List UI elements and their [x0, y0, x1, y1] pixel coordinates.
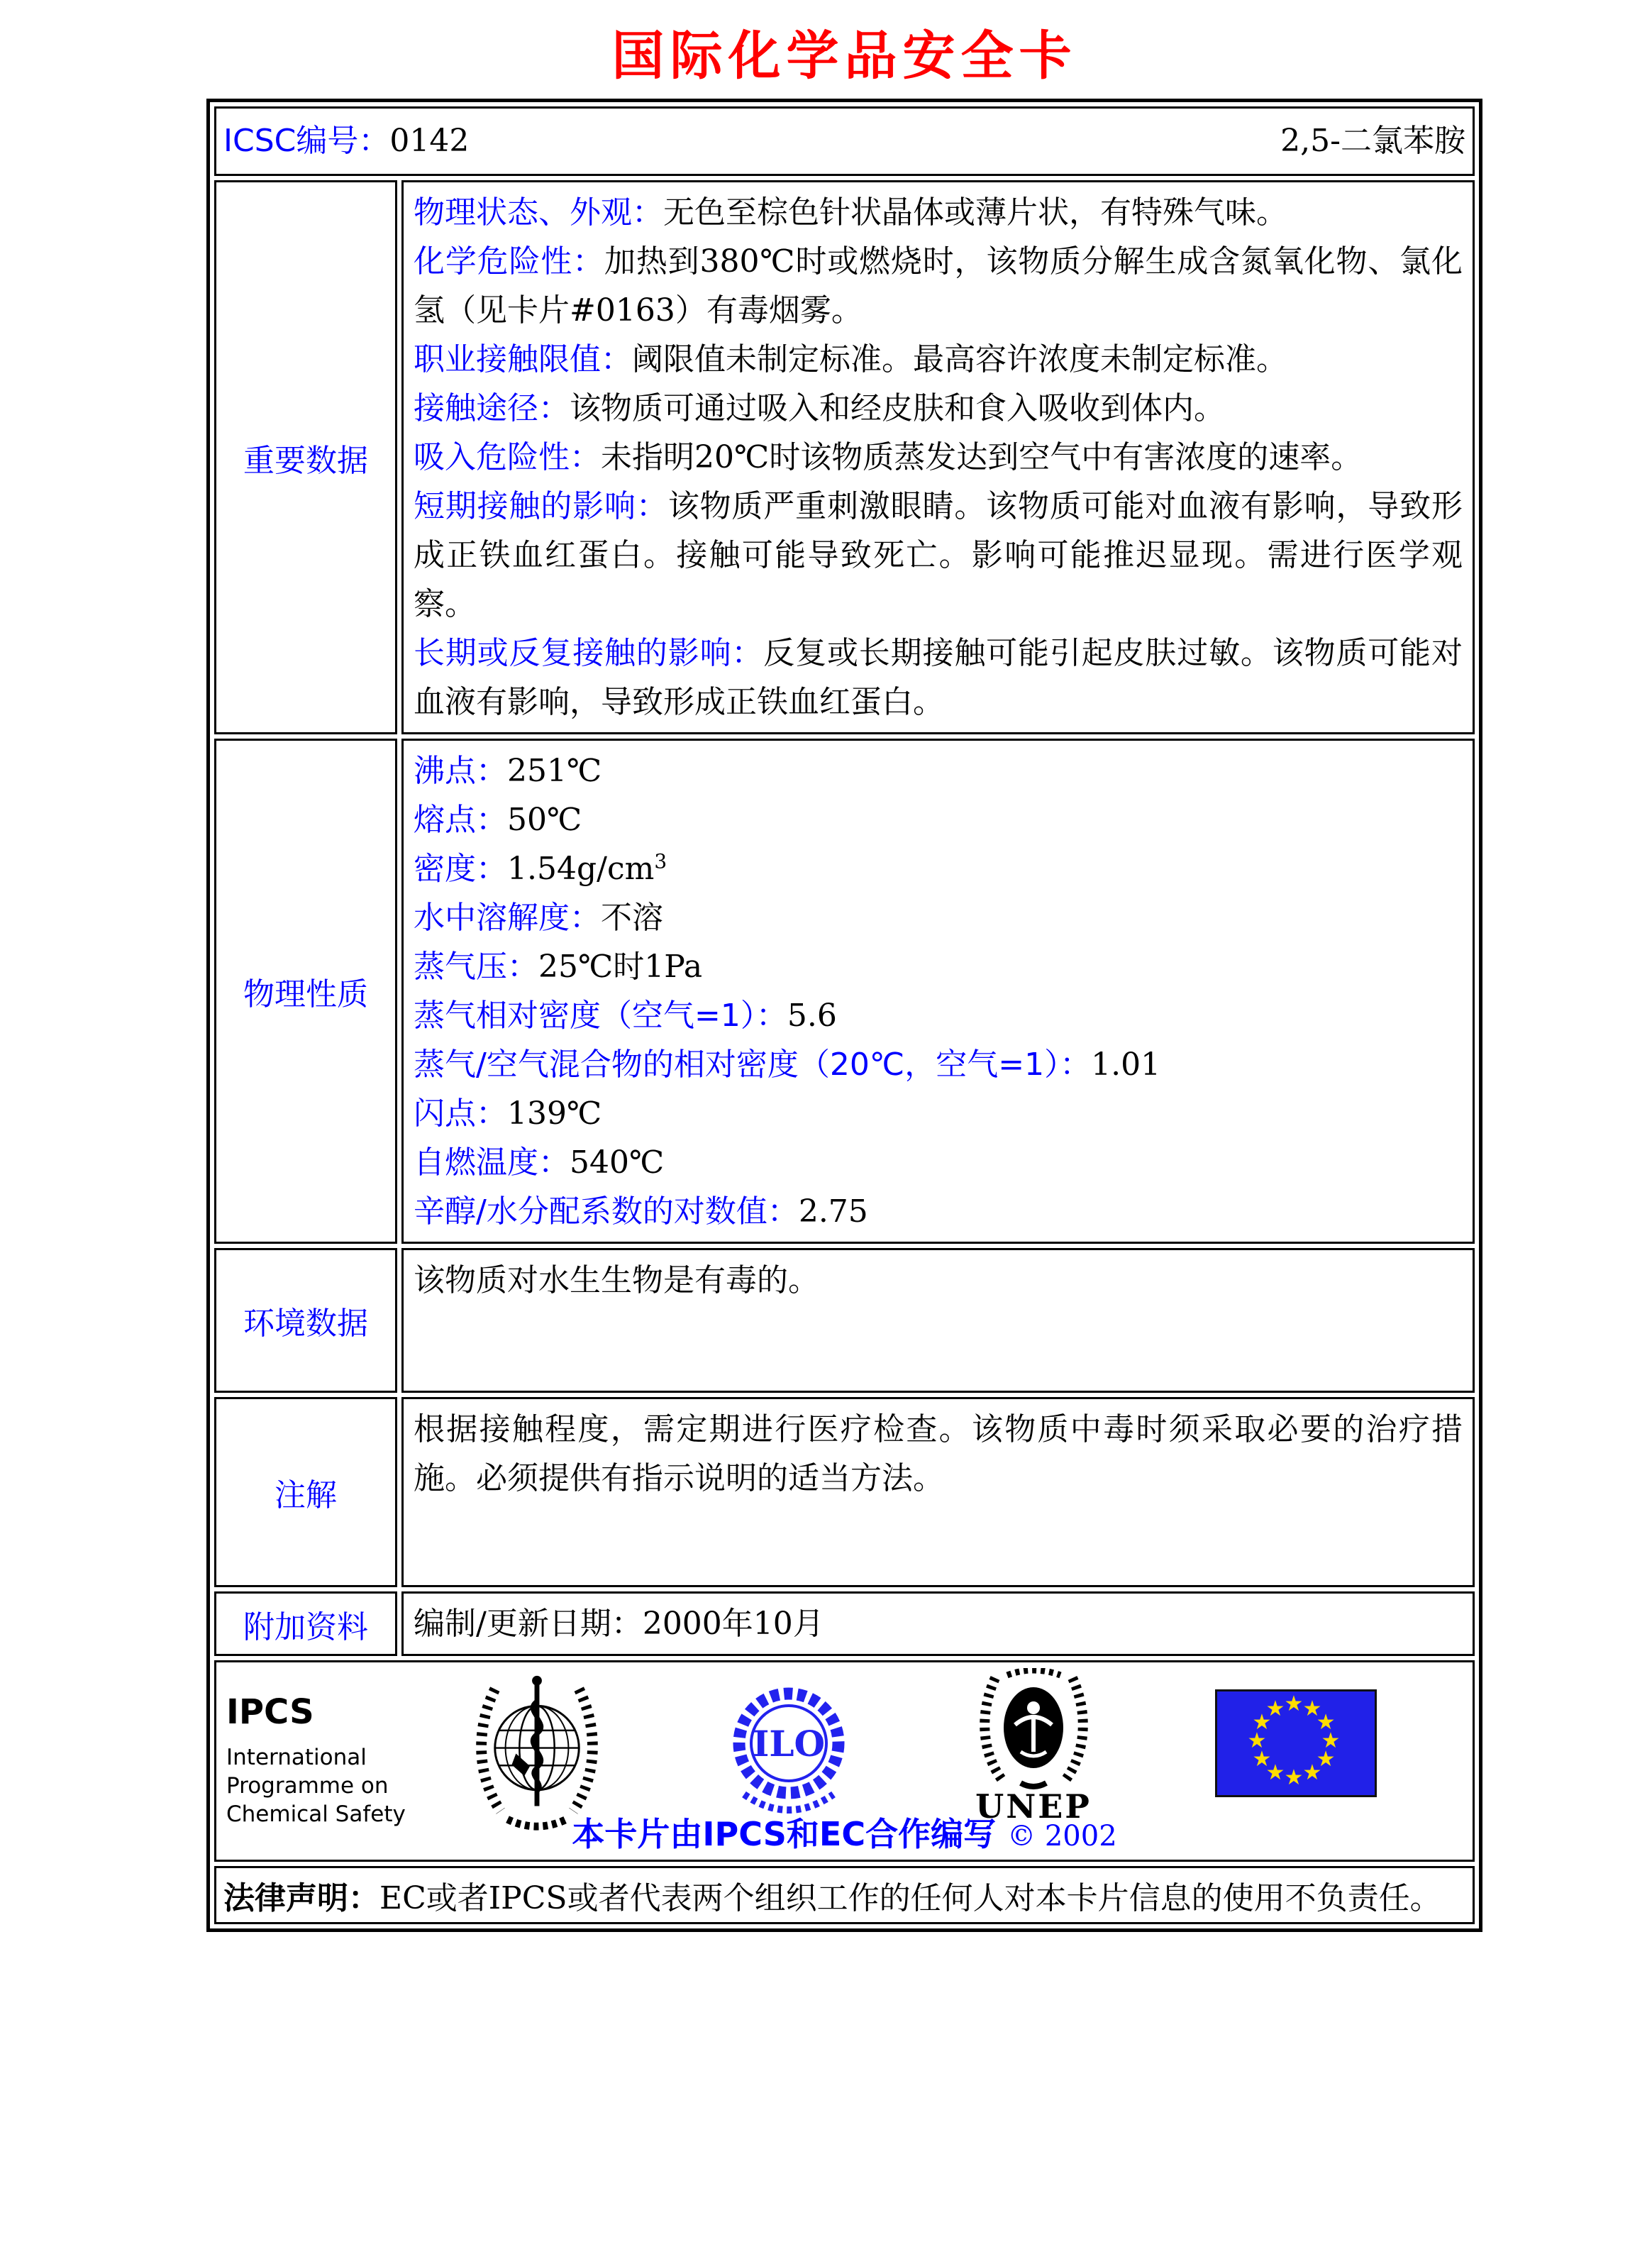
property-label: 沸点： [414, 753, 507, 789]
important-item [414, 237, 1463, 335]
additional-info-content [401, 1591, 1475, 1656]
property-value: 50℃ [507, 802, 582, 838]
unep-logo-block [970, 1668, 1097, 1826]
unep-caption: UNEP [975, 1787, 1092, 1826]
property-label: 水中溶解度： [414, 900, 601, 936]
property-value: 1.54g/cm [507, 851, 655, 887]
item-text: 未指明20℃时该物质蒸发达到空气中有害浓度的速率。 [601, 439, 1363, 475]
eu-star-icon: ★ [1284, 1691, 1304, 1716]
property-label: 熔点： [414, 802, 507, 838]
logos-cell [214, 1660, 1475, 1862]
notes-content [401, 1397, 1475, 1587]
important-item [414, 482, 1463, 629]
item-label: 长期或反复接触的影响： [414, 635, 764, 671]
important-data-row [214, 180, 1475, 734]
item-text: 反复或长期接触可能引起皮肤过敏。该物质可能对血液有影响，导致形成正铁血红蛋白。 [414, 635, 1463, 720]
item-label: 短期接触的影响： [414, 488, 668, 524]
item-label: 物理状态、外观： [414, 194, 663, 231]
item-text: 该物质可通过吸入和经皮肤和食入吸收到体内。 [570, 390, 1225, 426]
eu-star-icon: ★ [1302, 1696, 1322, 1721]
substance-name: 2,5-二氯苯胺 [1280, 123, 1465, 159]
additional-info-row [214, 1591, 1475, 1656]
eu-star-icon: ★ [1252, 1747, 1272, 1772]
property-value: 25℃时1Pa [538, 949, 703, 985]
icsc-number-label: ICSC编号： [223, 123, 390, 159]
property-label: 密度： [414, 851, 507, 887]
physical-item [414, 844, 1463, 893]
item-text: 该物质严重刺激眼睛。该物质可能对血液有影响，导致形成正铁血红蛋白。接触可能导致死亡。影响可能推迟显现。需进行医学观察。 [414, 488, 1463, 622]
header-cell [214, 106, 1475, 176]
section-label-additional: 附加资料 [214, 1591, 397, 1656]
property-label: 蒸气相对密度（空气=1）： [414, 998, 787, 1034]
page-title: 国际化学品安全卡 [611, 26, 1077, 87]
icsc-table [206, 99, 1482, 1932]
eu-star-icon: ★ [1302, 1760, 1322, 1786]
eu-star-icon: ★ [1316, 1747, 1336, 1772]
physical-item [414, 1138, 1463, 1187]
physical-item [414, 942, 1463, 991]
item-text: 阈限值未制定标准。最高容许浓度未制定标准。 [632, 341, 1287, 377]
property-superscript: 3 [654, 849, 667, 873]
important-item [414, 384, 1463, 433]
physical-item [414, 1187, 1463, 1236]
item-label: 职业接触限值： [414, 341, 632, 377]
eu-star-icon: ★ [1321, 1728, 1341, 1753]
property-label: 蒸气/空气混合物的相对密度（20℃，空气=1）： [414, 1047, 1092, 1083]
property-label: 自燃温度： [414, 1144, 570, 1181]
icsc-number-group [223, 123, 469, 160]
physical-properties-row [214, 739, 1475, 1244]
ipcs-line: International [226, 1745, 367, 1770]
eu-star-icon: ★ [1265, 1696, 1285, 1721]
physical-item [414, 746, 1463, 795]
header-row [214, 106, 1475, 176]
physical-item [414, 1089, 1463, 1138]
section-label-physical: 物理性质 [214, 739, 397, 1244]
update-date-text: 编制/更新日期：2000年10月 [414, 1606, 824, 1642]
ipcs-acronym: IPCS [226, 1692, 314, 1732]
credit-line [216, 1809, 1473, 1855]
important-item [414, 629, 1463, 727]
property-value: 1.01 [1091, 1047, 1161, 1083]
legal-row [214, 1866, 1475, 1924]
item-text: 加热到380℃时或燃烧时，该物质分解生成含氮氧化物、氯化氢（见卡片#0163）有毒烟雾。 [414, 243, 1463, 329]
eu-star-icon: ★ [1265, 1760, 1285, 1786]
ilo-letters: ILO [752, 1723, 826, 1765]
physical-item [414, 1040, 1463, 1089]
environment-data-row [214, 1248, 1475, 1393]
section-label-environment: 环境数据 [214, 1248, 397, 1393]
eu-star-icon: ★ [1316, 1710, 1336, 1735]
property-label: 蒸气压： [414, 949, 538, 985]
ilo-logo-icon [721, 1675, 856, 1828]
environment-data-content [401, 1248, 1475, 1393]
item-text: 无色至棕色针状晶体或薄片状，有特殊气味。 [663, 194, 1287, 231]
important-item [414, 188, 1463, 237]
eu-star-icon: ★ [1252, 1710, 1272, 1735]
ipcs-line: Programme on [226, 1773, 389, 1799]
legal-text: EC或者IPCS或者代表两个组织工作的任何人对本卡片信息的使用不负责任。 [379, 1880, 1441, 1916]
important-item [414, 335, 1463, 384]
environment-text: 该物质对水生生物是有毒的。 [414, 1262, 819, 1298]
logos-row [214, 1660, 1475, 1862]
eu-star-icon: ★ [1284, 1765, 1304, 1790]
section-label-important: 重要数据 [214, 180, 397, 734]
icsc-number: 0142 [389, 123, 470, 159]
credit-text: 本卡片由IPCS和EC合作编写 [572, 1815, 997, 1853]
eu-flag-icon [1215, 1689, 1377, 1797]
eu-star-icon: ★ [1247, 1728, 1267, 1753]
property-label: 闪点： [414, 1095, 507, 1132]
property-value: 251℃ [507, 753, 602, 789]
important-item [414, 433, 1463, 482]
legal-label: 法律声明： [223, 1880, 379, 1916]
physical-item [414, 991, 1463, 1040]
section-label-notes: 注解 [214, 1397, 397, 1587]
item-label: 接触途径： [414, 390, 570, 426]
notes-text: 根据接触程度，需定期进行医疗检查。该物质中毒时须采取必要的治疗措施。必须提供有指示说明的适当方法。 [414, 1411, 1463, 1496]
property-value: 540℃ [570, 1144, 665, 1181]
ipcs-line: Chemical Safety [226, 1801, 406, 1827]
property-value: 139℃ [507, 1095, 602, 1132]
physical-item [414, 795, 1463, 844]
important-data-content [401, 180, 1475, 734]
item-label: 吸入危险性： [414, 439, 601, 475]
physical-item [414, 893, 1463, 942]
property-label: 辛醇/水分配系数的对数值： [414, 1193, 799, 1230]
notes-row [214, 1397, 1475, 1587]
unep-logo-icon [975, 1668, 1092, 1790]
property-value: 5.6 [787, 998, 837, 1034]
property-value: 不溶 [601, 900, 663, 936]
property-value: 2.75 [798, 1193, 868, 1230]
physical-properties-content [401, 739, 1475, 1244]
item-label: 化学危险性： [414, 243, 604, 280]
credit-year: © 2002 [1007, 1820, 1117, 1853]
legal-cell [214, 1866, 1475, 1924]
